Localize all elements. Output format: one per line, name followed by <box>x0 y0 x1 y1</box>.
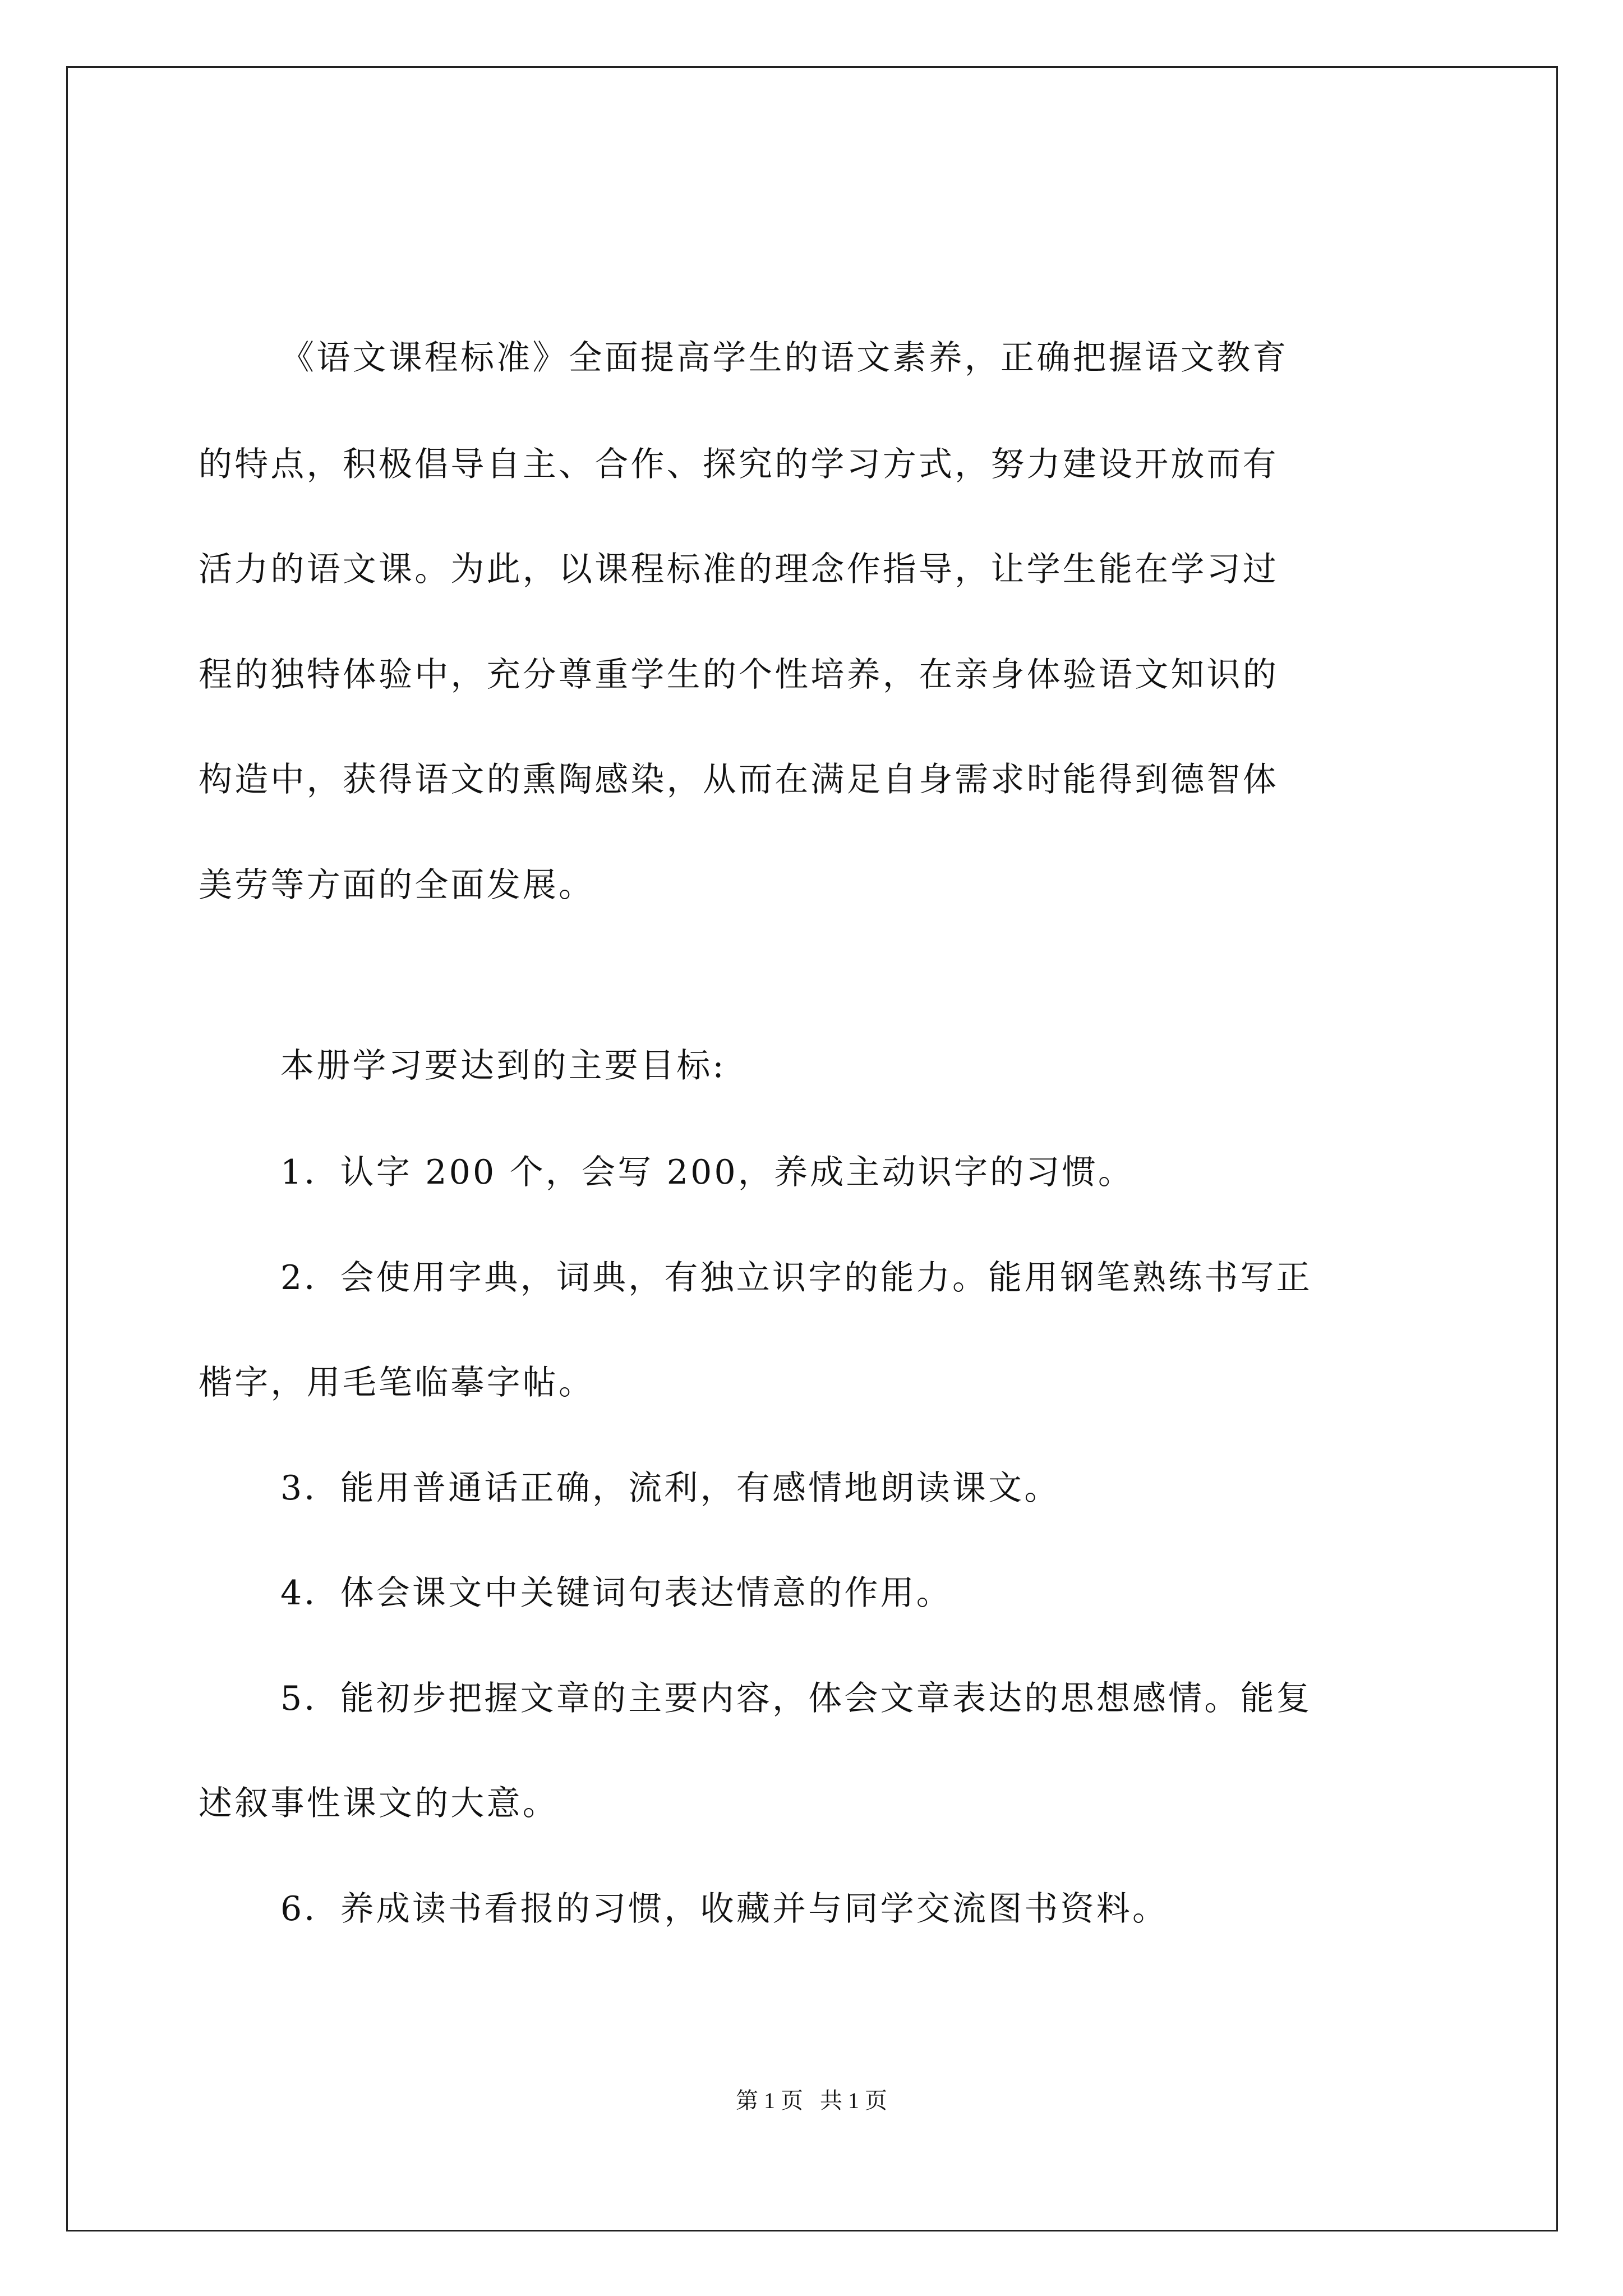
paragraph-1-line-6: 美劳等方面的全面发展。 <box>199 866 595 905</box>
goal-5-line-2: 述叙事性课文的大意。 <box>199 1784 559 1823</box>
paragraph-1-line-4: 程的独特体验中，充分尊重学生的个性培养，在亲身体验语文知识的 <box>199 655 1279 694</box>
paragraph-1-line-5: 构造中，获得语文的熏陶感染，从而在满足自身需求时能得到德智体 <box>199 760 1279 799</box>
paragraph-1-line-2: 的特点，积极倡导自主、合作、探究的学习方式，努力建设开放而有 <box>199 445 1279 484</box>
goal-4: 4．体会课文中关键词句表达情意的作用。 <box>280 1573 952 1613</box>
paragraph-1-line-1: 《语文课程标准》全面提高学生的语文素养，正确把握语文教育 <box>280 338 1289 378</box>
goal-1: 1．认字 200 个，会写 200，养成主动识字的习惯。 <box>280 1153 1135 1192</box>
goal-2-line-2: 楷字，用毛笔临摹字帖。 <box>199 1363 595 1402</box>
goal-3: 3．能用普通话正确，流利，有感情地朗读课文。 <box>280 1469 1061 1508</box>
goal-5-line-1: 5．能初步把握文章的主要内容，体会文章表达的思想感情。能复 <box>280 1679 1312 1718</box>
goal-2-line-1: 2．会使用字典，词典，有独立识字的能力。能用钢笔熟练书写正 <box>280 1258 1312 1297</box>
goals-heading: 本册学习要达到的主要目标: <box>280 1046 726 1085</box>
paragraph-1-line-3: 活力的语文课。为此，以课程标准的理念作指导，让学生能在学习过 <box>199 550 1279 589</box>
goal-6: 6．养成读书看报的习惯，收藏并与同学交流图书资料。 <box>280 1889 1169 1929</box>
page-number-footer: 第 1 页 共 1 页 <box>736 2088 887 2113</box>
